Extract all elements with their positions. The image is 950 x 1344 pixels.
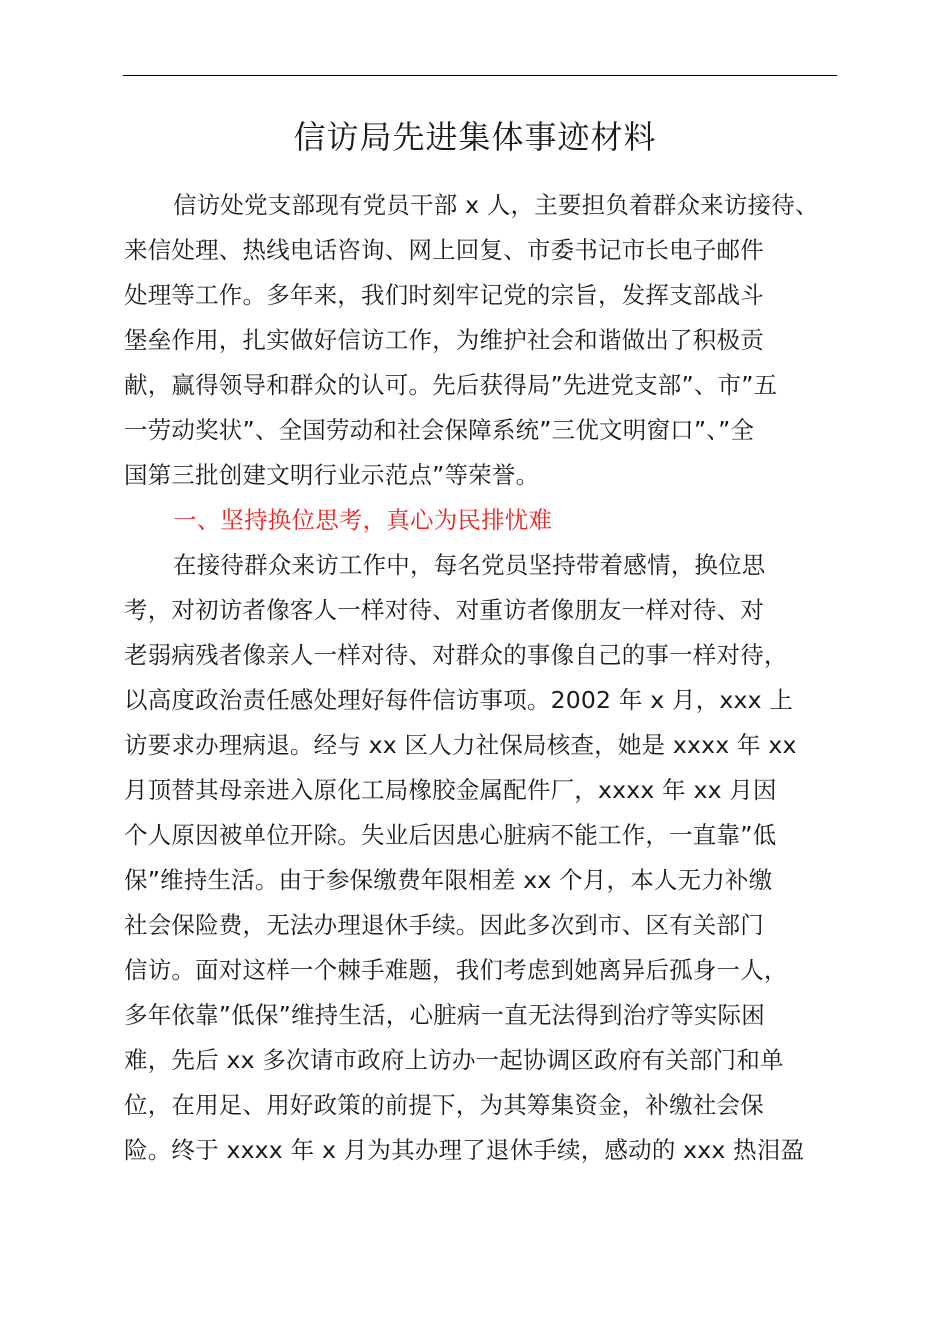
paragraph-line: 社会保险费，无法办理退休手续。因此多次到市、区有关部门 xyxy=(124,911,764,939)
paragraph-line: 老弱病残者像亲人一样对待、对群众的事像自己的事一样对待， xyxy=(124,641,788,669)
paragraph-line: 月顶替其母亲进入原化工局橡胶金属配件厂，xxxx 年 xx 月因 xyxy=(124,776,777,804)
paragraph-line: 堡垒作用，扎实做好信访工作，为维护社会和谐做出了积极贡 xyxy=(124,326,764,354)
paragraph-line: 信访处党支部现有党员干部 x 人，主要担负着群众来访接待、 xyxy=(173,191,819,219)
paragraph-line: 以高度政治责任感处理好每件信访事项。2002 年 x 月，xxx 上 xyxy=(124,686,794,714)
paragraph-line: 一劳动奖状”、全国劳动和社会保障系统”三优文明窗口”、”全 xyxy=(124,416,755,444)
paragraph-line: 处理等工作。多年来，我们时刻牢记党的宗旨，发挥支部战斗 xyxy=(124,281,764,309)
paragraph-line: 难，先后 xx 多次请市政府上访办一起协调区政府有关部门和单 xyxy=(124,1046,784,1074)
paragraph-line: 国第三批创建文明行业示范点”等荣誉。 xyxy=(124,461,540,489)
paragraph-line: 考，对初访者像客人一样对待、对重访者像朋友一样对待、对 xyxy=(124,596,764,624)
document-title: 信访局先进集体事迹材料 xyxy=(293,118,657,156)
paragraph-line: 在接待群众来访工作中，每名党员坚持带着感情，换位思 xyxy=(173,551,766,579)
paragraph-line: 多年依靠”低保”维持生活，心脏病一直无法得到治疗等实际困 xyxy=(124,1001,765,1029)
document-body xyxy=(124,183,864,1173)
paragraph-line: 保”维持生活。由于参保缴费年限相差 xx 个月，本人无力补缴 xyxy=(124,866,773,894)
paragraph-line: 献，赢得领导和群众的认可。先后获得局”先进党支部”、市”五 xyxy=(124,371,778,399)
paragraph-line: 访要求办理病退。经与 xx 区人力社保局核查，她是 xxxx 年 xx xyxy=(124,731,797,759)
paragraph-line: 险。终于 xxxx 年 x 月为其办理了退休手续，感动的 xxx 热泪盈 xyxy=(124,1136,805,1164)
header-rule xyxy=(123,75,837,76)
paragraph-line: 位，在用足、用好政策的前提下，为其筹集资金，补缴社会保 xyxy=(124,1091,764,1119)
paragraph-line: 个人原因被单位开除。失业后因患心脏病不能工作，一直靠”低 xyxy=(124,821,777,849)
section-heading: 一、坚持换位思考，真心为民排忧难 xyxy=(173,506,553,534)
paragraph-line: 来信处理、热线电话咨询、网上回复、市委书记市长电子邮件 xyxy=(124,236,764,264)
paragraph-line: 信访。面对这样一个棘手难题，我们考虑到她离异后孤身一人， xyxy=(124,956,788,984)
